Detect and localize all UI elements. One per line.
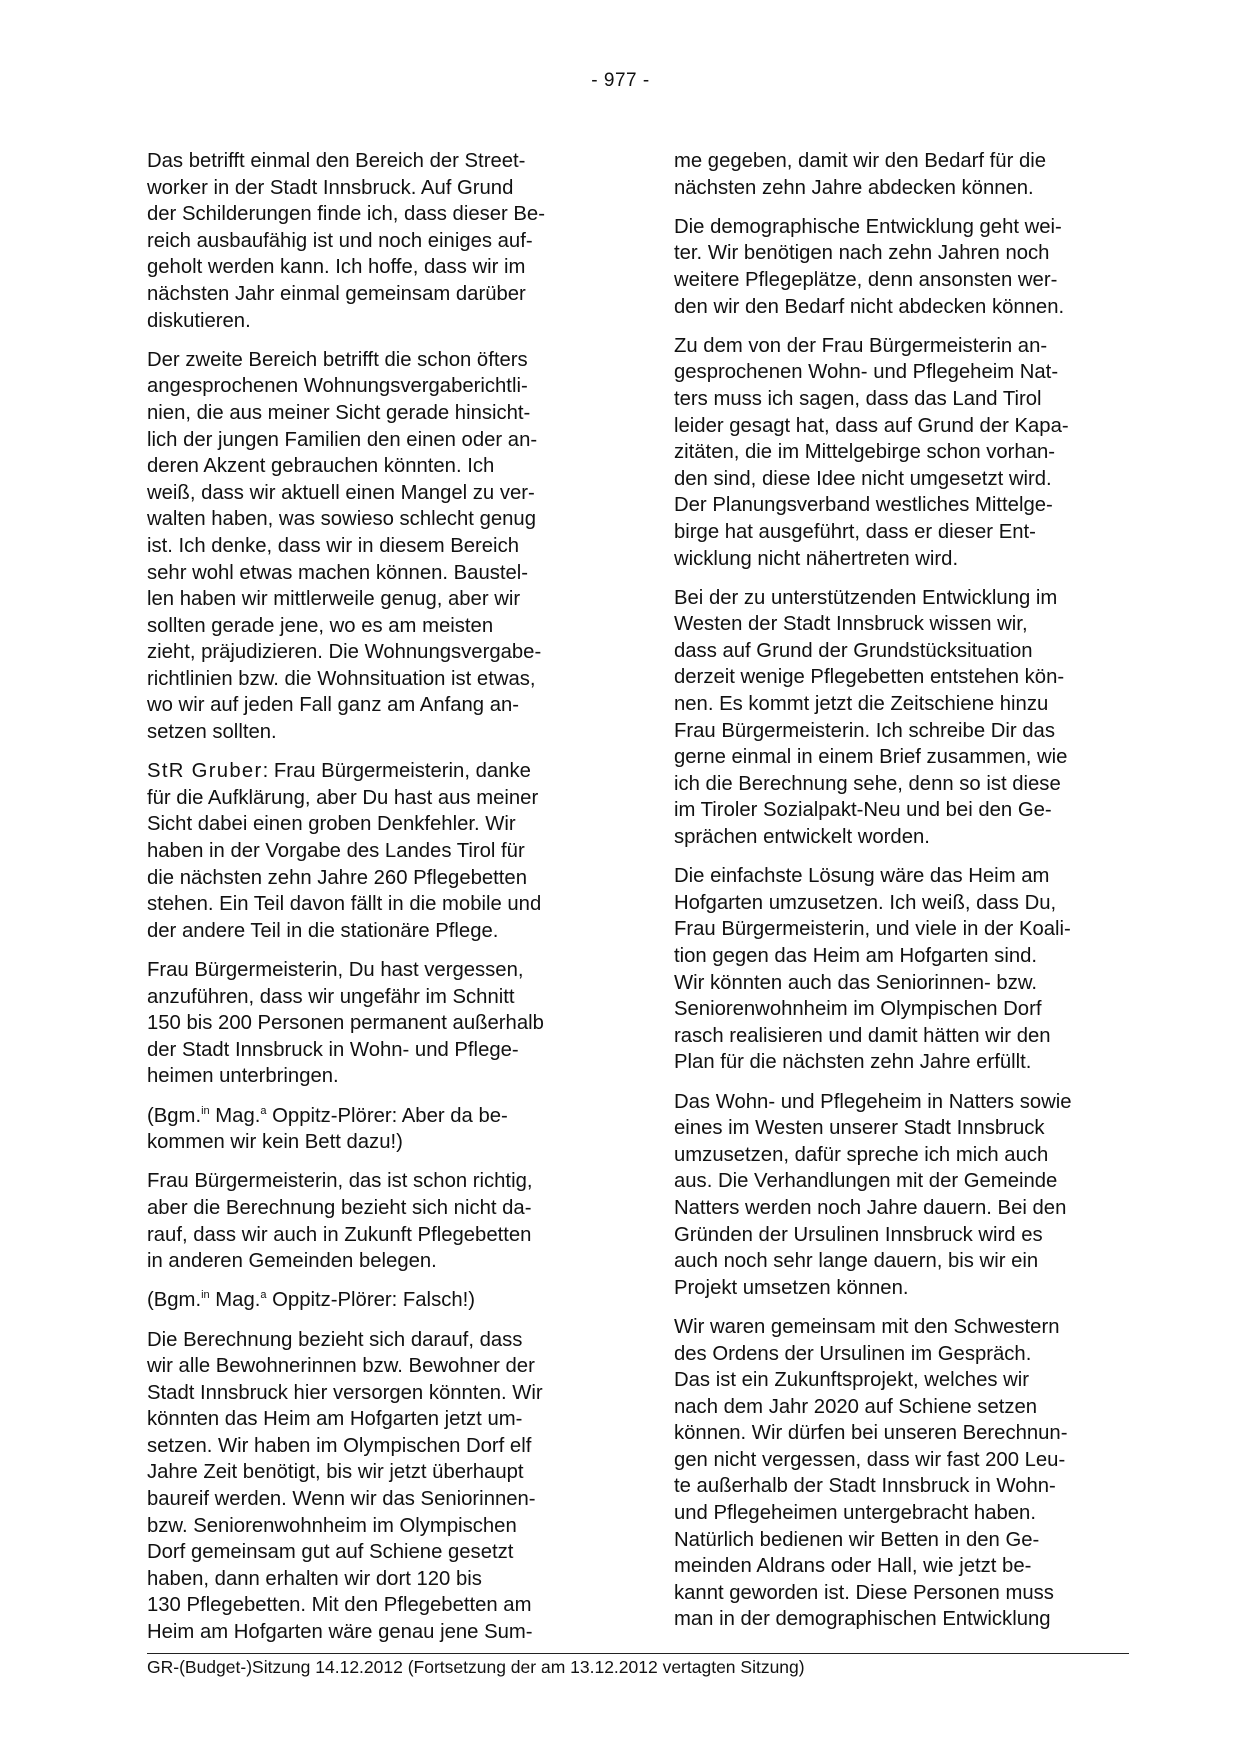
interjection-text: Oppitz-Plörer: Aber da be- kommen wir kein Bett dazu!) xyxy=(147,1104,508,1154)
superscript: a xyxy=(260,1289,267,1302)
superscript: a xyxy=(260,1104,267,1117)
speaker-text: : Frau Bürgermeisterin, danke für die Aufklärung, aber Du hast aus meiner Sicht dabei einen groben Denkfehler. Wir haben in der Vorgabe des Landes Tirol für die nächsten zehn Jahre 260 Pflegebetten stehen. Ein Teil davon fällt in die mobile und der andere Teil in die stationäre Pflege. xyxy=(147,760,542,942)
paragraph: Der zweite Bereich betrifft die schon öfters angesprochenen Wohnungsvergaberichtli- nien, die aus meiner Sicht gerade hinsicht- lich der jungen Familien den einen oder an- deren Akzent gebrauchen könnten. Ich weiß, dass wir aktuell einen Mangel zu ver- walten haben, was sowieso schlecht genug ist. Ich denke, dass wir in diesem Bereich sehr wohl etwas machen können. Baustel- len haben wir mittlerweile genug, aber wir sollten gerade jene, wo es am meisten zieht, präjudizieren. Die Wohnungsvergabe- richtlinien bzw. die Wohnsituation ist etwas, wo wir auf jeden Fall ganz am Anfang an- setzen sollten. xyxy=(147,348,542,744)
paragraph: Zu dem von der Frau Bürgermeisterin an- gesprochenen Wohn- und Pflegeheim Nat- ters muss ich sagen, dass das Land Tirol leider gesagt hat, dass auf Grund der Kapa- zitäten, die im Mittelgebirge schon vorhan- den sind, diese Idee nicht umgesetzt wird. Der Planungsverband westliches Mittelge- birge hat ausgeführt, dass er dieser Ent- wicklung nicht nähertreten wird. xyxy=(674,334,1069,570)
superscript: in xyxy=(201,1289,210,1302)
paragraph: Das betrifft einmal den Bereich der Street- worker in der Stadt Innsbruck. Auf Grund der Schilderungen finde ich, dass dieser Be- reich ausbaufähig ist und noch einiges auf- geholt werden kann. Ich hoffe, dass wir im nächsten Jahr einmal gemeinsam darüber diskutieren. xyxy=(147,150,545,332)
paragraph: Frau Bürgermeisterin, Du hast vergessen, anzuführen, dass wir ungefähr im Schnitt 150 bis 200 Personen permanent außerhalb der Stadt Innsbruck in Wohn- und Pflege- heimen unterbringen. xyxy=(147,959,544,1088)
paragraph: Die einfachste Lösung wäre das Heim am Hofgarten umzusetzen. Ich weiß, dass Du, Frau Bürgermeisterin, und viele in der Koali- tion gegen das Heim am Hofgarten sind. Wir könnten auch das Seniorinnen- bzw. Seniorenwohnheim im Olympischen Dorf rasch realisieren und damit hätten wir den Plan für die nächsten zehn Jahre erfüllt. xyxy=(674,865,1071,1074)
paragraph: Wir waren gemeinsam mit den Schwestern des Ordens der Ursulinen im Gespräch. Das ist ein Zukunftsprojekt, welches wir nach dem Jahr 2020 auf Schiene setzen können. Wir dürfen bei unseren Berechnun- gen nicht vergessen, dass wir fast 200 Leu- te außerhalb der Stadt Innsbruck in Wohn- und Pflegeheimen untergebracht haben. Natürlich bedienen wir Betten in den Ge- meinden Aldrans oder Hall, wie jetzt be- kannt geworden ist. Diese Personen muss man in der demographischen Entwicklung xyxy=(674,1315,1068,1631)
paragraph: Die Berechnung bezieht sich darauf, dass wir alle Bewohnerinnen bzw. Bewohner der Stadt Innsbruck hier versorgen könnten. Wir könnten das Heim am Hofgarten jetzt um- setzen. Wir haben im Olympischen Dorf elf Jahre Zeit benötigt, bis wir jetzt überhaupt baureif werden. Wenn wir das Seniorinnen- bzw. Seniorenwohnheim im Olympischen Dorf gemeinsam gut auf Schiene gesetzt haben, dann erhalten wir dort 120 bis 130 Pflegebetten. Mit den Pflegebetten am Heim am Hofgarten wäre genau jene Sum- xyxy=(147,1328,543,1644)
interjection-title: (Bgm. xyxy=(147,1104,202,1127)
interjection xyxy=(147,1287,599,1314)
interjection-title: Mag. xyxy=(209,1289,261,1312)
page-number: - 977 - xyxy=(591,70,650,91)
interjection xyxy=(147,1103,599,1156)
footer-divider xyxy=(147,1653,1129,1654)
footer-text: GR-(Budget-)Sitzung 14.12.2012 (Fortsetzung der am 13.12.2012 vertagten Sitzung) xyxy=(147,1657,805,1677)
paragraph: Frau Bürgermeisterin, das ist schon richtig, aber die Berechnung bezieht sich nicht da- rauf, dass wir auch in Zukunft Pflegebetten in anderen Gemeinden belegen. xyxy=(147,1170,533,1273)
interjection-text: Oppitz-Plörer: Falsch!) xyxy=(266,1289,476,1312)
superscript: in xyxy=(201,1104,210,1117)
paragraph: Das Wohn- und Pflegeheim in Natters sowie eines im Westen unserer Stadt Innsbruck umzusetzen, dafür spreche ich mich auch aus. Die Verhandlungen mit der Gemeinde Natters werden noch Jahre dauern. Bei den Gründen der Ursulinen Innsbruck wird es auch noch sehr lange dauern, bis wir ein Projekt umsetzen können. xyxy=(674,1090,1072,1299)
right-column xyxy=(674,148,1126,1646)
speaker-paragraph xyxy=(147,758,599,944)
interjection-title: Mag. xyxy=(209,1104,261,1127)
speaker-name: StR Gruber xyxy=(147,760,263,783)
paragraph: me gegeben, damit wir den Bedarf für die nächsten zehn Jahre abdecken können. xyxy=(674,150,1047,199)
paragraph: Bei der zu unterstützenden Entwicklung im Westen der Stadt Innsbruck wissen wir, dass auf Grund der Grundstücksituation derzeit wenige Pflegebetten entstehen kön- nen. Es kommt jetzt die Zeitschiene hinzu Frau Bürgermeisterin. Ich schreibe Dir das gerne einmal in einem Brief zusammen, wie ich die Berechnung sehe, denn so ist diese im Tiroler Sozialpakt-Neu und bei den Ge- sprächen entwickelt worden. xyxy=(674,586,1068,849)
paragraph: Die demographische Entwicklung geht wei- ter. Wir benötigen nach zehn Jahren noch weitere Pflegeplätze, denn ansonsten wer- den wir den Bedarf nicht abdecken können. xyxy=(674,215,1065,318)
left-column xyxy=(147,148,599,1658)
interjection-title: (Bgm. xyxy=(147,1289,202,1312)
